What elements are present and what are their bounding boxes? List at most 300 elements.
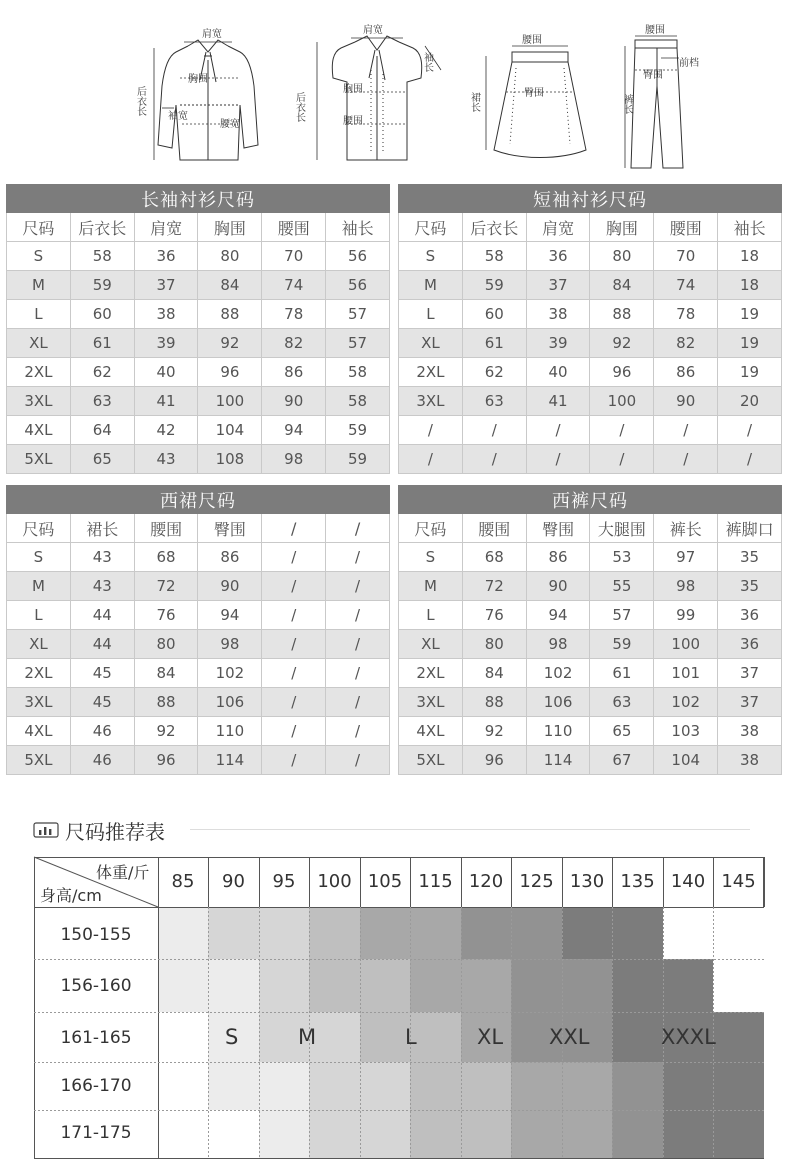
table-cell: 65 (70, 445, 134, 474)
size-grid-cell (158, 1062, 208, 1110)
table-cell: 80 (590, 242, 654, 271)
table-cell: 67 (590, 746, 654, 775)
table-row (399, 601, 782, 630)
table-cell: 58 (70, 242, 134, 271)
table-cell: 38 (718, 746, 782, 775)
size-grid-cell (208, 1110, 259, 1159)
table-cell: 82 (262, 329, 326, 358)
table-cell: 36 (718, 630, 782, 659)
size-grid-cell (562, 1110, 612, 1159)
table-cell: 94 (526, 601, 590, 630)
table-cell: 68 (134, 543, 198, 572)
size-grid-cell (511, 1110, 562, 1159)
size-grid-cell (410, 1062, 461, 1110)
col-header: 尺码 (399, 514, 463, 543)
table-cell: 92 (198, 329, 262, 358)
table-cell: / (654, 416, 718, 445)
size-grid-cell (562, 907, 612, 959)
table-cell: 3XL (399, 688, 463, 717)
bar-chart-icon (33, 821, 59, 839)
table-cell: 100 (590, 387, 654, 416)
table-cell: / (654, 445, 718, 474)
table-cell: 84 (134, 659, 198, 688)
table-cell: 37 (718, 688, 782, 717)
table-cell: 2XL (399, 659, 463, 688)
table-row (7, 601, 390, 630)
weight-header: 85 (171, 871, 195, 892)
table-cell: 90 (654, 387, 718, 416)
table-cell: 84 (590, 271, 654, 300)
short-shirt-illustration (295, 0, 455, 170)
table-cell: 46 (70, 746, 134, 775)
chest-label: 胸围 (188, 74, 208, 85)
table-cell: 58 (462, 242, 526, 271)
table-cell: 41 (526, 387, 590, 416)
table-row (399, 543, 782, 572)
waist-label: 腰围 (522, 35, 542, 46)
table-cell: 45 (70, 688, 134, 717)
table-cell: 84 (198, 271, 262, 300)
size-grid-cell (158, 907, 208, 959)
col-header: 腰围 (262, 213, 326, 242)
col-header: / (262, 514, 326, 543)
sleeve-width-label: 袖宽 (168, 111, 188, 122)
table-cell: 19 (718, 329, 782, 358)
table-cell: 62 (70, 358, 134, 387)
table-cell: 53 (590, 543, 654, 572)
col-header: 腰围 (462, 514, 526, 543)
table-row (399, 688, 782, 717)
table-cell: 3XL (399, 387, 463, 416)
size-grid-cell (461, 1110, 511, 1159)
table-cell: 86 (262, 358, 326, 387)
table-cell: 42 (134, 416, 198, 445)
table-cell: 37 (718, 659, 782, 688)
col-header: 裤长 (654, 514, 718, 543)
table-cell: 41 (134, 387, 198, 416)
table-row (7, 572, 390, 601)
table-row (399, 329, 782, 358)
table-cell: 45 (70, 659, 134, 688)
col-header: 袖长 (326, 213, 390, 242)
pants-length-label: 裤长 (621, 94, 633, 114)
table-cell: 5XL (7, 746, 71, 775)
table-cell: XL (7, 329, 71, 358)
table-cell: 20 (718, 387, 782, 416)
col-header: 腰围 (654, 213, 718, 242)
table-cell: 62 (462, 358, 526, 387)
size-grid-cell (663, 959, 713, 1012)
table-cell: S (399, 543, 463, 572)
table-cell: 88 (590, 300, 654, 329)
waist-label: 腰围 (645, 25, 665, 36)
table-cell: 61 (590, 659, 654, 688)
table-cell: XL (7, 630, 71, 659)
size-label-l: L (405, 1025, 417, 1049)
col-header: 后衣长 (462, 213, 526, 242)
size-grid-cell (461, 907, 511, 959)
table-cell: 5XL (399, 746, 463, 775)
table-cell: 3XL (7, 387, 71, 416)
size-grid-cell (410, 907, 461, 959)
table-cell: 43 (134, 445, 198, 474)
shoulder-label: 肩宽 (363, 25, 383, 36)
table-row (399, 242, 782, 271)
table-cell: 98 (262, 445, 326, 474)
size-grid-cell (410, 1110, 461, 1159)
table-cell: XL (399, 329, 463, 358)
table-cell: 4XL (399, 717, 463, 746)
table-cell: XL (399, 630, 463, 659)
section-divider (190, 829, 750, 830)
table-cell: L (399, 601, 463, 630)
table-cell: 96 (134, 746, 198, 775)
size-label-xl: XL (477, 1025, 504, 1049)
table-cell: 96 (462, 746, 526, 775)
col-header: 肩宽 (134, 213, 198, 242)
weight-axis-label: 体重/斤 (96, 863, 150, 882)
table-cell: 18 (718, 242, 782, 271)
size-label-xxxl: XXXL (661, 1025, 716, 1049)
table-cell: / (262, 572, 326, 601)
table-cell: 76 (462, 601, 526, 630)
table-row (7, 300, 390, 329)
table-cell: / (718, 445, 782, 474)
table-cell: 101 (654, 659, 718, 688)
col-header: 尺码 (7, 213, 71, 242)
table-cell: 72 (134, 572, 198, 601)
table-cell: 88 (134, 688, 198, 717)
table-cell: 86 (654, 358, 718, 387)
back-length-label: 后衣长 (293, 92, 305, 122)
weight-header: 130 (569, 871, 605, 892)
table-cell: 70 (654, 242, 718, 271)
col-header: 后衣长 (70, 213, 134, 242)
table-row (399, 387, 782, 416)
col-header: 胸围 (590, 213, 654, 242)
table-cell: 58 (326, 358, 390, 387)
table-cell: / (326, 659, 390, 688)
size-grid-cell (713, 1062, 764, 1110)
table-row (7, 630, 390, 659)
size-grid-cell (612, 959, 663, 1012)
table-cell: 43 (70, 543, 134, 572)
table-cell: S (7, 242, 71, 271)
table-cell: M (399, 572, 463, 601)
table-row (7, 242, 390, 271)
size-grid-cell (612, 907, 663, 959)
table-cell: 100 (198, 387, 262, 416)
table-cell: 40 (134, 358, 198, 387)
table-cell: 110 (198, 717, 262, 746)
size-grid-cell (208, 959, 259, 1012)
table-cell: 35 (718, 572, 782, 601)
table-cell: / (326, 601, 390, 630)
table-cell: 68 (462, 543, 526, 572)
size-grid-cell (713, 1012, 764, 1062)
table-cell: 74 (262, 271, 326, 300)
height-row-label: 156-160 (60, 976, 132, 996)
table-cell: 80 (134, 630, 198, 659)
table-cell: 104 (654, 746, 718, 775)
col-header: 裙长 (70, 514, 134, 543)
table-row (399, 717, 782, 746)
size-grid-cell (208, 907, 259, 959)
size-grid-cell (562, 1062, 612, 1110)
hip-label: 臀围 (643, 70, 663, 81)
table-cell: 88 (198, 300, 262, 329)
table-cell: / (462, 416, 526, 445)
table-cell: / (590, 416, 654, 445)
table-cell: / (462, 445, 526, 474)
table-cell: 90 (262, 387, 326, 416)
table-cell: 97 (654, 543, 718, 572)
shoulder-label: 肩宽 (202, 29, 222, 40)
long-shirt-size-table (6, 184, 390, 474)
size-grid-cell (461, 959, 511, 1012)
back-length-label: 后衣长 (134, 86, 146, 116)
size-grid-cell (511, 959, 562, 1012)
table-cell: 5XL (7, 445, 71, 474)
table-row (7, 416, 390, 445)
table-cell: 61 (462, 329, 526, 358)
table-cell: 59 (326, 445, 390, 474)
table-row (7, 746, 390, 775)
table-cell: 98 (654, 572, 718, 601)
table-cell: / (326, 630, 390, 659)
chest-label: 胸围 (343, 84, 363, 95)
table-cell: 102 (526, 659, 590, 688)
table-cell: 99 (654, 601, 718, 630)
table-cell: 19 (718, 300, 782, 329)
table-cell: 55 (590, 572, 654, 601)
table-cell: 74 (654, 271, 718, 300)
table-cell: M (7, 572, 71, 601)
table-cell: 86 (198, 543, 262, 572)
table-cell: 64 (70, 416, 134, 445)
col-header: / (326, 514, 390, 543)
table-cell: 100 (654, 630, 718, 659)
table-cell: 18 (718, 271, 782, 300)
garment-illustrations (0, 0, 790, 182)
table-cell: / (262, 688, 326, 717)
table-row (399, 271, 782, 300)
pants-size-table (398, 485, 782, 775)
height-row-label: 161-165 (60, 1028, 132, 1048)
table-cell: 114 (526, 746, 590, 775)
size-grid-cell (663, 1062, 713, 1110)
recommendation-title: 尺码推荐表 (65, 819, 165, 844)
table-cell: 59 (462, 271, 526, 300)
table-cell: 4XL (7, 717, 71, 746)
table-cell: 102 (654, 688, 718, 717)
size-grid-cell (562, 959, 612, 1012)
table-cell: 46 (70, 717, 134, 746)
size-grid-cell (360, 1110, 410, 1159)
table-cell: 102 (198, 659, 262, 688)
table-cell: / (399, 445, 463, 474)
size-grid-cell (309, 1012, 360, 1062)
table-cell: 59 (326, 416, 390, 445)
table-cell: 4XL (7, 416, 71, 445)
size-grid-cell (663, 907, 713, 959)
size-grid-cell (360, 1012, 410, 1062)
weight-header: 95 (272, 871, 296, 892)
table-cell: 36 (134, 242, 198, 271)
col-header: 尺码 (7, 514, 71, 543)
col-header: 臀围 (198, 514, 262, 543)
table-cell: / (262, 601, 326, 630)
waist-width-label: 腰宽 (220, 119, 240, 130)
long-shirt-illustration (134, 0, 275, 170)
table-cell: 94 (198, 601, 262, 630)
table-cell: / (326, 543, 390, 572)
table-cell: 104 (198, 416, 262, 445)
table-cell: 2XL (7, 659, 71, 688)
table-cell: 44 (70, 601, 134, 630)
weight-header: 135 (620, 871, 655, 892)
table-cell: 84 (462, 659, 526, 688)
table-row (7, 271, 390, 300)
table-cell: 56 (326, 271, 390, 300)
table-cell: 90 (198, 572, 262, 601)
weight-header: 100 (317, 871, 352, 892)
size-grid-cell (360, 959, 410, 1012)
table-cell: 38 (134, 300, 198, 329)
table-row (399, 572, 782, 601)
size-grid-cell (511, 1062, 562, 1110)
size-label-s: S (225, 1025, 239, 1049)
table-cell: S (399, 242, 463, 271)
table-cell: 39 (526, 329, 590, 358)
size-grid-cell (158, 1110, 208, 1159)
table-cell: 63 (70, 387, 134, 416)
size-grid-cell (511, 907, 562, 959)
skirt-size-table (6, 485, 390, 775)
size-grid-cell (158, 1012, 208, 1062)
col-header: 肩宽 (526, 213, 590, 242)
size-grid-cell (713, 907, 764, 959)
table-cell: 82 (654, 329, 718, 358)
table-cell: 2XL (399, 358, 463, 387)
table-cell: 86 (526, 543, 590, 572)
table-cell: / (590, 445, 654, 474)
size-grid-cell (309, 1062, 360, 1110)
col-header: 裤脚口 (718, 514, 782, 543)
table-cell: 80 (462, 630, 526, 659)
pants-illustration (615, 0, 715, 175)
weight-header: 125 (519, 871, 554, 892)
table-title: 短袖衬衫尺码 (399, 185, 782, 213)
size-grid-cell (713, 1110, 764, 1159)
table-cell: 40 (526, 358, 590, 387)
table-row (7, 387, 390, 416)
table-cell: / (326, 572, 390, 601)
height-row-label: 166-170 (60, 1076, 132, 1096)
table-cell: 92 (590, 329, 654, 358)
table-cell: 92 (462, 717, 526, 746)
table-cell: 38 (718, 717, 782, 746)
table-cell: 106 (198, 688, 262, 717)
size-grid-cell (208, 1062, 259, 1110)
table-cell: 36 (718, 601, 782, 630)
table-row (399, 445, 782, 474)
col-header: 尺码 (399, 213, 463, 242)
size-grid-cell (259, 1110, 309, 1159)
table-cell: / (326, 717, 390, 746)
table-title: 西裤尺码 (399, 486, 782, 514)
table-cell: 63 (590, 688, 654, 717)
table-row (399, 358, 782, 387)
table-cell: 36 (526, 242, 590, 271)
size-grid-cell (663, 1110, 713, 1159)
weight-header: 145 (721, 871, 756, 892)
table-cell: / (262, 659, 326, 688)
weight-header: 90 (222, 871, 245, 892)
table-cell: 65 (590, 717, 654, 746)
size-grid-cell (410, 959, 461, 1012)
table-cell: 39 (134, 329, 198, 358)
size-grid-cell (309, 1110, 360, 1159)
size-grid-cell (410, 1012, 461, 1062)
col-header: 腰围 (134, 514, 198, 543)
table-cell: 63 (462, 387, 526, 416)
table-cell: L (399, 300, 463, 329)
table-cell: / (262, 746, 326, 775)
table-cell: 110 (526, 717, 590, 746)
table-row (7, 688, 390, 717)
col-header: 大腿围 (590, 514, 654, 543)
height-axis-label: 身高/cm (40, 886, 102, 905)
col-header: 袖长 (718, 213, 782, 242)
recommendation-heading (33, 815, 165, 845)
weight-header: 120 (468, 871, 504, 892)
table-cell: 90 (526, 572, 590, 601)
table-row (399, 630, 782, 659)
table-title: 西裙尺码 (7, 486, 390, 514)
table-cell: 59 (70, 271, 134, 300)
size-grid-cell (158, 959, 208, 1012)
table-row (7, 543, 390, 572)
weight-header: 105 (367, 871, 403, 892)
table-cell: 96 (590, 358, 654, 387)
table-row (399, 746, 782, 775)
table-cell: 114 (198, 746, 262, 775)
table-cell: / (262, 630, 326, 659)
table-cell: 96 (198, 358, 262, 387)
table-cell: 98 (198, 630, 262, 659)
table-row (399, 300, 782, 329)
size-grid-cell (360, 907, 410, 959)
sleeve-label: 袖长 (421, 52, 433, 72)
table-cell: 56 (326, 242, 390, 271)
table-cell: S (7, 543, 71, 572)
table-cell: / (399, 416, 463, 445)
table-cell: 37 (134, 271, 198, 300)
size-grid-cell (612, 1012, 663, 1062)
size-grid-cell (309, 907, 360, 959)
col-header: 臀围 (526, 514, 590, 543)
short-shirt-size-table (398, 184, 782, 474)
front-rise-label: 前档 (679, 58, 699, 69)
skirt-length-label: 裙长 (468, 92, 480, 112)
table-cell: 60 (70, 300, 134, 329)
size-grid-cell (259, 1062, 309, 1110)
table-cell: 70 (262, 242, 326, 271)
table-cell: 57 (326, 300, 390, 329)
table-cell: 92 (134, 717, 198, 746)
table-cell: L (7, 300, 71, 329)
